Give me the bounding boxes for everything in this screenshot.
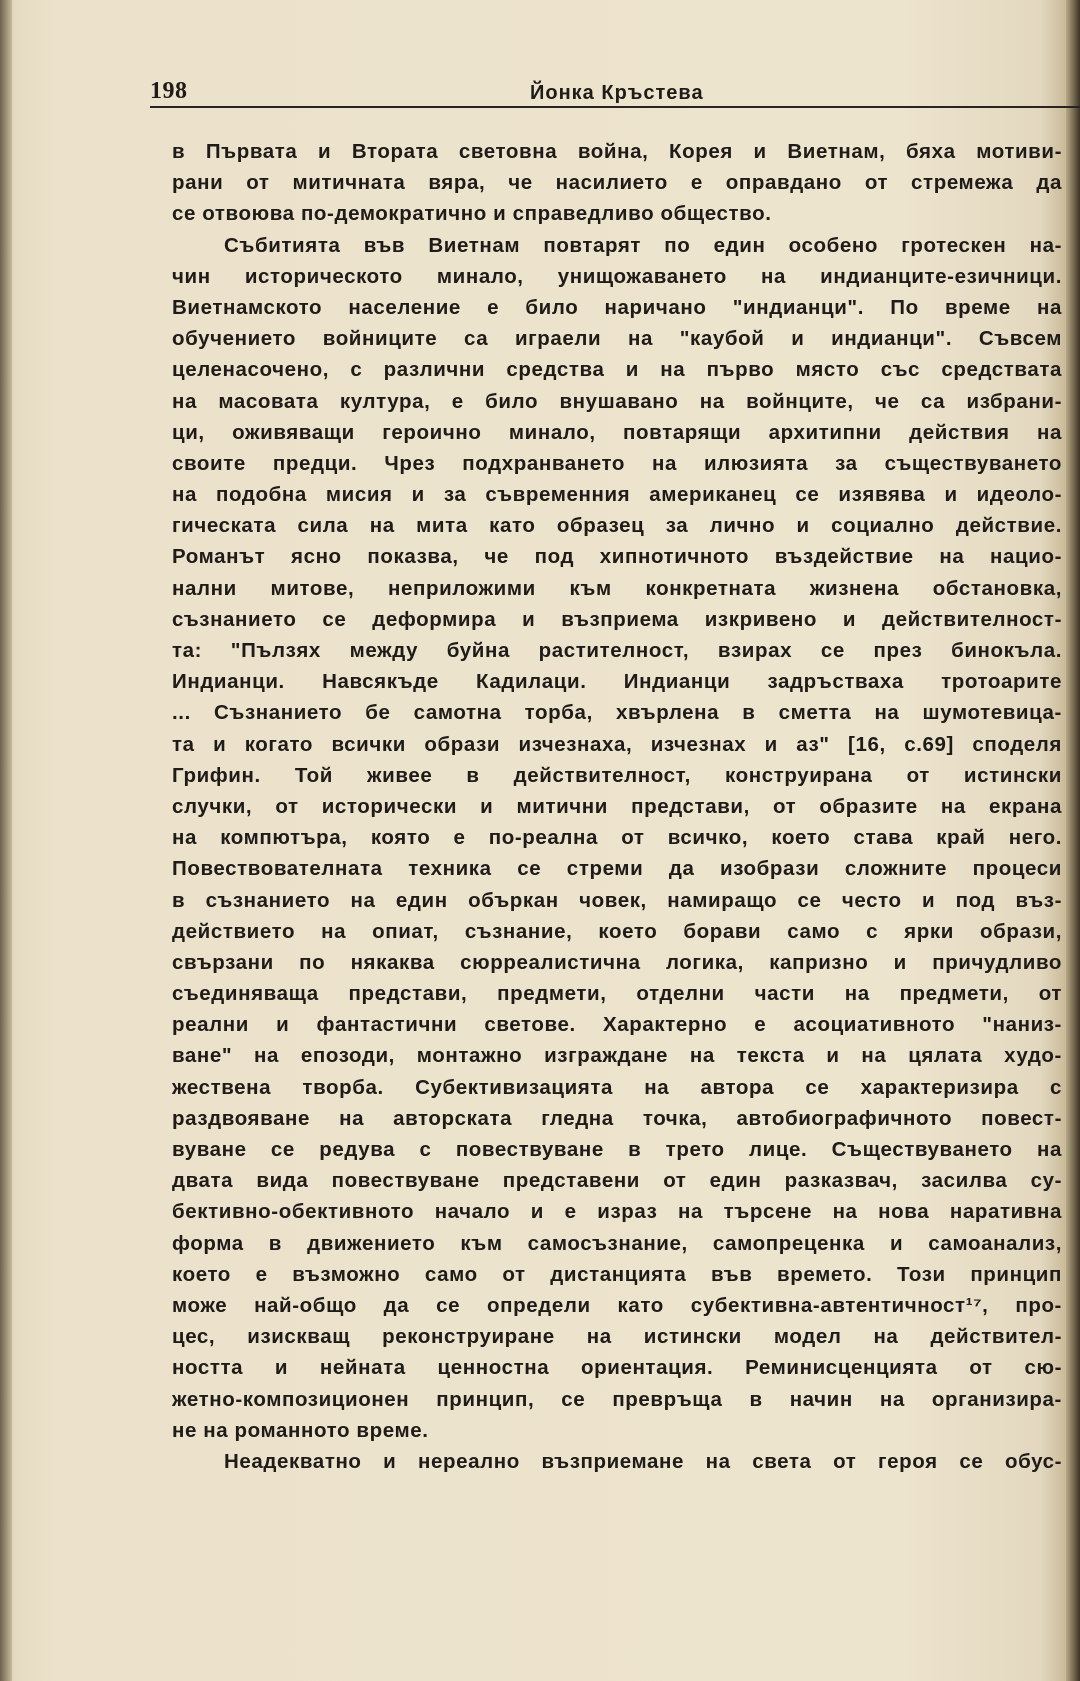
text-line: в съзнанието на един объркан човек, намиращо се често и под въз- bbox=[172, 888, 1062, 912]
text-line: ... Съзнанието бе самотна торба, хвърлена в сметта на шумотевица- bbox=[172, 701, 1062, 725]
text-line: ци, оживяващи героично минало, повтарящи архитипни действия на bbox=[172, 420, 1062, 444]
paragraph-start-line: Неадекватно и нереално възприемане на света от героя се обус- bbox=[224, 1449, 1062, 1473]
text-line: Индианци. Навсякъде Кадилаци. Индианци задръстваха тротоарите bbox=[172, 670, 1062, 694]
text-line: на масовата култура, е било внушавано на войнците, че са избрани- bbox=[172, 389, 1062, 413]
text-line: Виетнамското население е било наричано "индианци". По време на bbox=[172, 295, 1062, 319]
text-line: та и когато всички образи изчезнаха, изчезнах и аз" [16, с.69] споделя bbox=[172, 732, 1062, 756]
text-line: цес, изискващ реконструиране на истински модел на действител- bbox=[172, 1325, 1062, 1349]
text-line: бективно-обективното начало и е израз на търсене на нова наративна bbox=[172, 1200, 1062, 1224]
text-line: може най-общо да се определи като субективна-автентичност¹⁷, про- bbox=[172, 1293, 1062, 1317]
body-text bbox=[172, 136, 1062, 1477]
page-edge-shadow bbox=[1066, 0, 1080, 1681]
text-line: жествена творба. Субективизацията на автора се характеризира с bbox=[172, 1075, 1062, 1099]
text-line: рани от митичната вяра, че насилието е оправдано от стремежа да bbox=[172, 171, 1062, 195]
text-line: се отвоюва по-демократично и справедливо общество. bbox=[172, 202, 772, 226]
text-line: Романът ясно показва, че под хипнотичното въздействие на нацио- bbox=[172, 545, 1062, 569]
text-line: целенасочено, с различни средства и на първо място със средствата bbox=[172, 358, 1062, 382]
paragraph-start-line: Събитията във Виетнам повтарят по един особено гротескен на- bbox=[224, 233, 1062, 257]
text-line: форма в движението към самосъзнание, самопреценка и самоанализ, bbox=[172, 1231, 1062, 1255]
text-line: случки, от исторически и митични представи, от образите на екрана bbox=[172, 794, 1062, 818]
text-line: гическата сила на мита като образец за лично и социално действие. bbox=[172, 514, 1062, 538]
text-line: съзнанието се деформира и възприема изкривено и действителност- bbox=[172, 607, 1062, 631]
text-line: на подобна мисия и за съвременния американец се изявява и идеоло- bbox=[172, 483, 1062, 507]
text-line: нални митове, неприложими към конкретната жизнена обстановка, bbox=[172, 576, 1062, 600]
text-line: реални и фантастични светове. Характерно е асоциативното "наниз- bbox=[172, 1013, 1062, 1037]
text-line: в Първата и Втората световна война, Корея и Виетнам, бяха мотиви- bbox=[172, 140, 1062, 163]
text-line: Грифин. Той живее в действителност, конструирана от истински bbox=[172, 763, 1062, 787]
page-number: 198 bbox=[150, 78, 188, 104]
text-line: не на романното време. bbox=[172, 1418, 429, 1442]
text-line: вуване се редува с повествуване в трето лице. Съществуването на bbox=[172, 1138, 1062, 1161]
text-line: жетно-композиционен принцип, се превръща в начин на организира- bbox=[172, 1387, 1062, 1411]
text-line: раздвояване на авторската гледна точка, автобиографичното повест- bbox=[172, 1106, 1062, 1130]
text-line: обучението войниците са играели на "каубой и индианци". Съвсем bbox=[172, 327, 1062, 351]
header-rule bbox=[150, 106, 1080, 108]
text-line: двата вида повествуване представени от един разказвач, засилва су- bbox=[172, 1169, 1062, 1193]
running-head-author: Йонка Кръстева bbox=[530, 82, 704, 104]
text-line: чин историческото минало, унищожаването на индианците-езичници. bbox=[172, 264, 1062, 288]
page-binding-shadow bbox=[0, 0, 12, 1681]
text-line: което е възможно само от дистанцията във времето. Този принцип bbox=[172, 1262, 1062, 1286]
text-line: съединяваща представи, предмети, отделни части на предмети, от bbox=[172, 982, 1062, 1006]
text-line: действието на опиат, съзнание, което борави само с ярки образи, bbox=[172, 919, 1062, 943]
text-line: своите предци. Чрез подхранването на илюзията за съществуването bbox=[172, 451, 1062, 475]
text-line: ване" на епозоди, монтажно изграждане на текста и на цялата худо- bbox=[172, 1044, 1062, 1068]
text-line: та: "Пълзях между буйна растителност, взирах се през бинокъла. bbox=[172, 639, 1062, 662]
text-line: ността и нейната ценностна ориентация. Реминисценцията от сю- bbox=[172, 1356, 1062, 1380]
text-line: Повествователната техника се стреми да изобрази сложните процеси bbox=[172, 857, 1062, 881]
text-line: свързани по някаква сюрреалистична логика, капризно и причудливо bbox=[172, 950, 1062, 974]
text-line: на компютъра, която е по-реална от всичко, което става край него. bbox=[172, 826, 1062, 850]
